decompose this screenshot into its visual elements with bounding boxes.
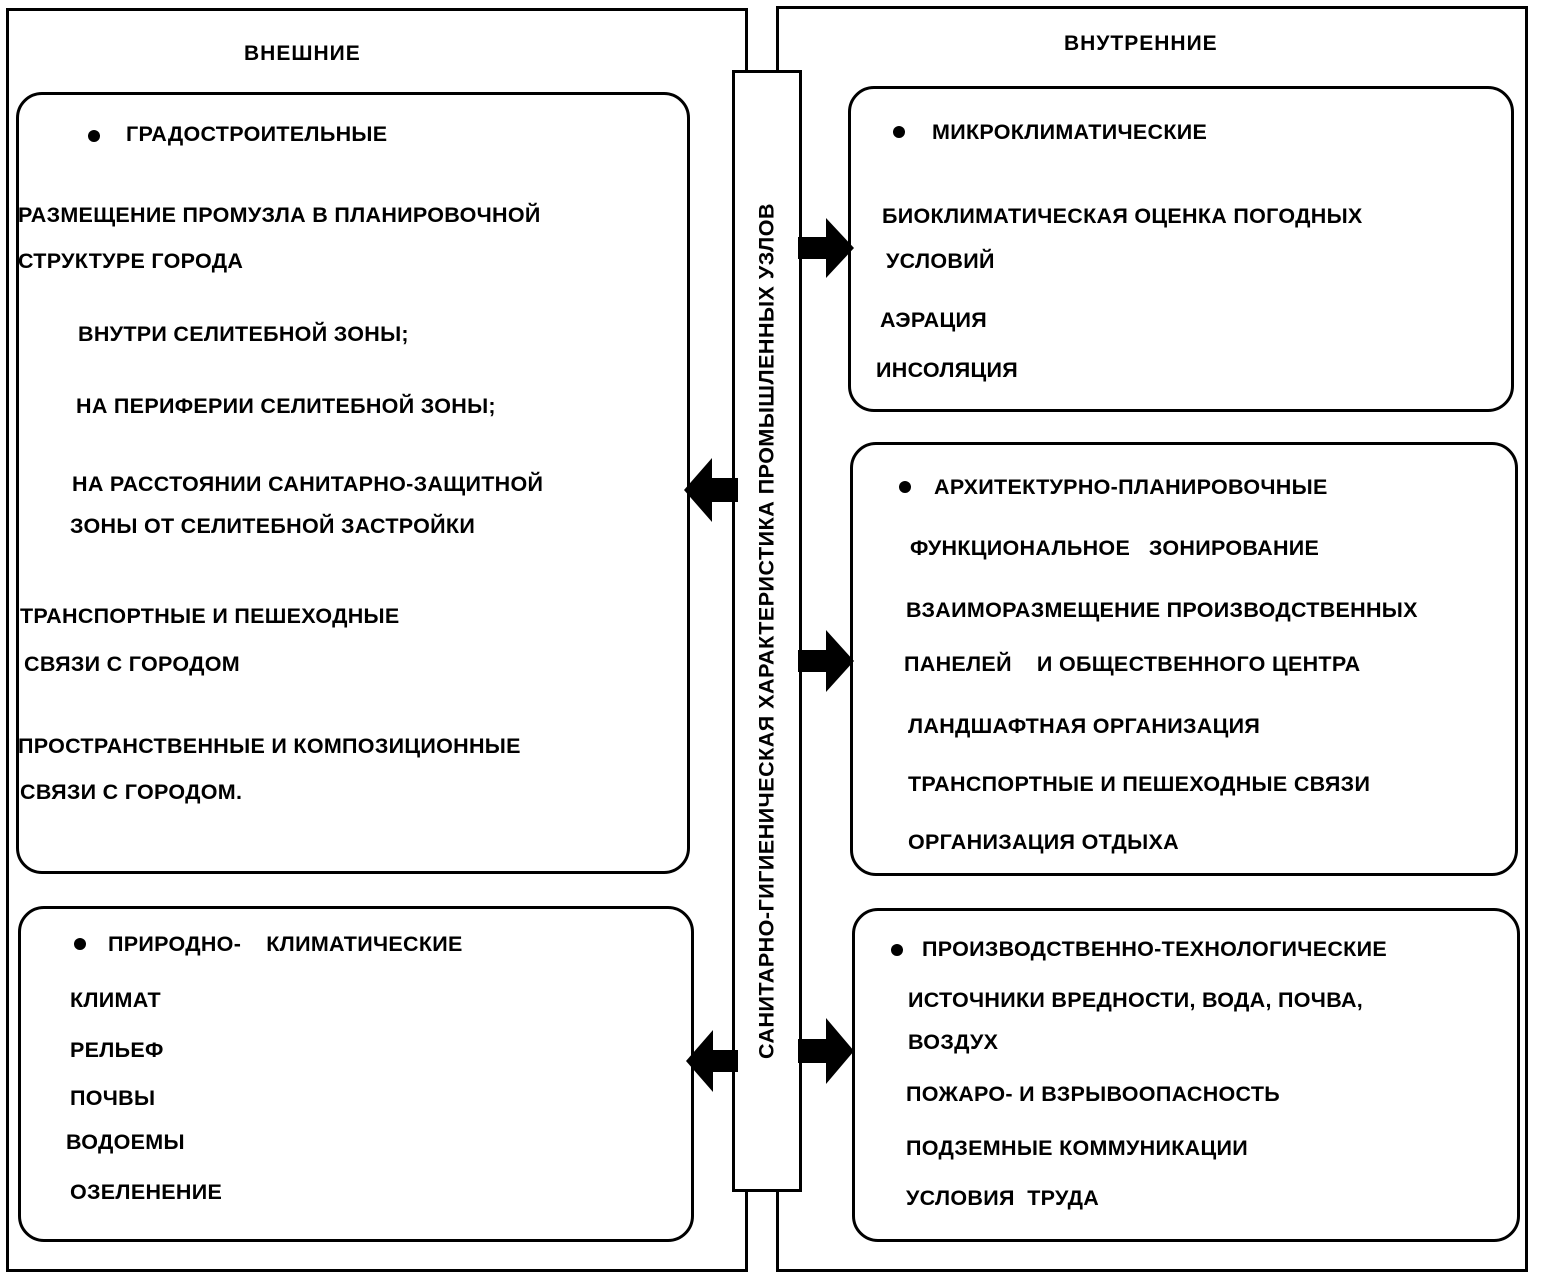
prod-line-2: ВОЗДУХ (908, 1030, 999, 1054)
natural-line-1: КЛИМАТ (70, 988, 161, 1012)
arrow-right-icon (798, 630, 856, 692)
urban-line-2: СТРУКТУРЕ ГОРОДА (18, 249, 244, 273)
arrow-right-icon (798, 218, 856, 278)
micro-line-1: БИОКЛИМАТИЧЕСКАЯ ОЦЕНКА ПОГОДНЫХ (882, 204, 1363, 228)
arrow-left-icon (684, 458, 738, 522)
architectural-planning-title: АРХИТЕКТУРНО-ПЛАНИРОВОЧНЫЕ (934, 475, 1328, 499)
internal-header: ВНУТРЕННИЕ (1064, 32, 1218, 55)
arch-line-4: ЛАНДШАФТНАЯ ОРГАНИЗАЦИЯ (908, 714, 1261, 738)
arch-line-5: ТРАНСПОРТНЫЕ И ПЕШЕХОДНЫЕ СВЯЗИ (908, 772, 1371, 796)
prod-line-5: УСЛОВИЯ ТРУДА (906, 1186, 1100, 1210)
arch-line-1: ФУНКЦИОНАЛЬНОЕ ЗОНИРОВАНИЕ (910, 536, 1320, 560)
urban-line-1: РАЗМЕЩЕНИЕ ПРОМУЗЛА В ПЛАНИРОВОЧНОЙ (18, 203, 541, 227)
natural-line-2: РЕЛЬЕФ (70, 1038, 164, 1062)
urban-line-7: ТРАНСПОРТНЫЕ И ПЕШЕХОДНЫЕ (20, 604, 400, 628)
natural-line-4: ВОДОЕМЫ (66, 1130, 185, 1154)
prod-line-3: ПОЖАРО- И ВЗРЫВООПАСНОСТЬ (906, 1082, 1281, 1106)
bullet-icon (74, 938, 86, 950)
bullet-icon (893, 126, 905, 138)
urban-line-5: НА РАССТОЯНИИ САНИТАРНО-ЗАЩИТНОЙ (72, 472, 544, 496)
external-header: ВНЕШНИЕ (244, 42, 361, 65)
prod-line-4: ПОДЗЕМНЫЕ КОММУНИКАЦИИ (906, 1136, 1248, 1160)
central-label: САНИТАРНО-ГИГИЕНИЧЕСКАЯ ХАРАКТЕРИСТИКА ПРОМЫШЛЕННЫХ УЗЛОВ (754, 203, 779, 1059)
urban-line-4: НА ПЕРИФЕРИИ СЕЛИТЕБНОЙ ЗОНЫ; (76, 394, 496, 418)
natural-line-5: ОЗЕЛЕНЕНИЕ (70, 1180, 223, 1204)
urban-planning-title: ГРАДОСТРОИТЕЛЬНЫЕ (126, 122, 388, 146)
prod-line-1: ИСТОЧНИКИ ВРЕДНОСТИ, ВОДА, ПОЧВА, (908, 988, 1364, 1012)
arch-line-6: ОРГАНИЗАЦИЯ ОТДЫХА (908, 830, 1179, 854)
urban-line-6: ЗОНЫ ОТ СЕЛИТЕБНОЙ ЗАСТРОЙКИ (70, 514, 476, 538)
arrow-left-icon (686, 1030, 738, 1092)
urban-line-3: ВНУТРИ СЕЛИТЕБНОЙ ЗОНЫ; (78, 322, 409, 346)
micro-line-3: АЭРАЦИЯ (880, 308, 987, 332)
bullet-icon (88, 130, 100, 142)
urban-line-8: СВЯЗИ С ГОРОДОМ (24, 652, 240, 676)
urban-line-9: ПРОСТРАНСТВЕННЫЕ И КОМПОЗИЦИОННЫЕ (18, 734, 521, 758)
micro-line-2: УСЛОВИЙ (886, 249, 995, 273)
bullet-icon (891, 944, 903, 956)
arch-line-3: ПАНЕЛЕЙ И ОБЩЕСТВЕННОГО ЦЕНТРА (904, 652, 1361, 676)
natural-line-3: ПОЧВЫ (70, 1086, 156, 1110)
urban-line-10: СВЯЗИ С ГОРОДОМ. (20, 780, 243, 804)
natural-climatic-title: ПРИРОДНО- КЛИМАТИЧЕСКИЕ (108, 932, 463, 956)
bullet-icon (899, 481, 911, 493)
microclimatic-title: МИКРОКЛИМАТИЧЕСКИЕ (932, 120, 1208, 144)
arrow-right-icon (798, 1018, 856, 1084)
arch-line-2: ВЗАИМОРАЗМЕЩЕНИЕ ПРОИЗВОДСТВЕННЫХ (906, 598, 1418, 622)
micro-line-4: ИНСОЛЯЦИЯ (876, 358, 1019, 382)
production-technological-title: ПРОИЗВОДСТВЕННО-ТЕХНОЛОГИЧЕСКИЕ (922, 937, 1387, 961)
